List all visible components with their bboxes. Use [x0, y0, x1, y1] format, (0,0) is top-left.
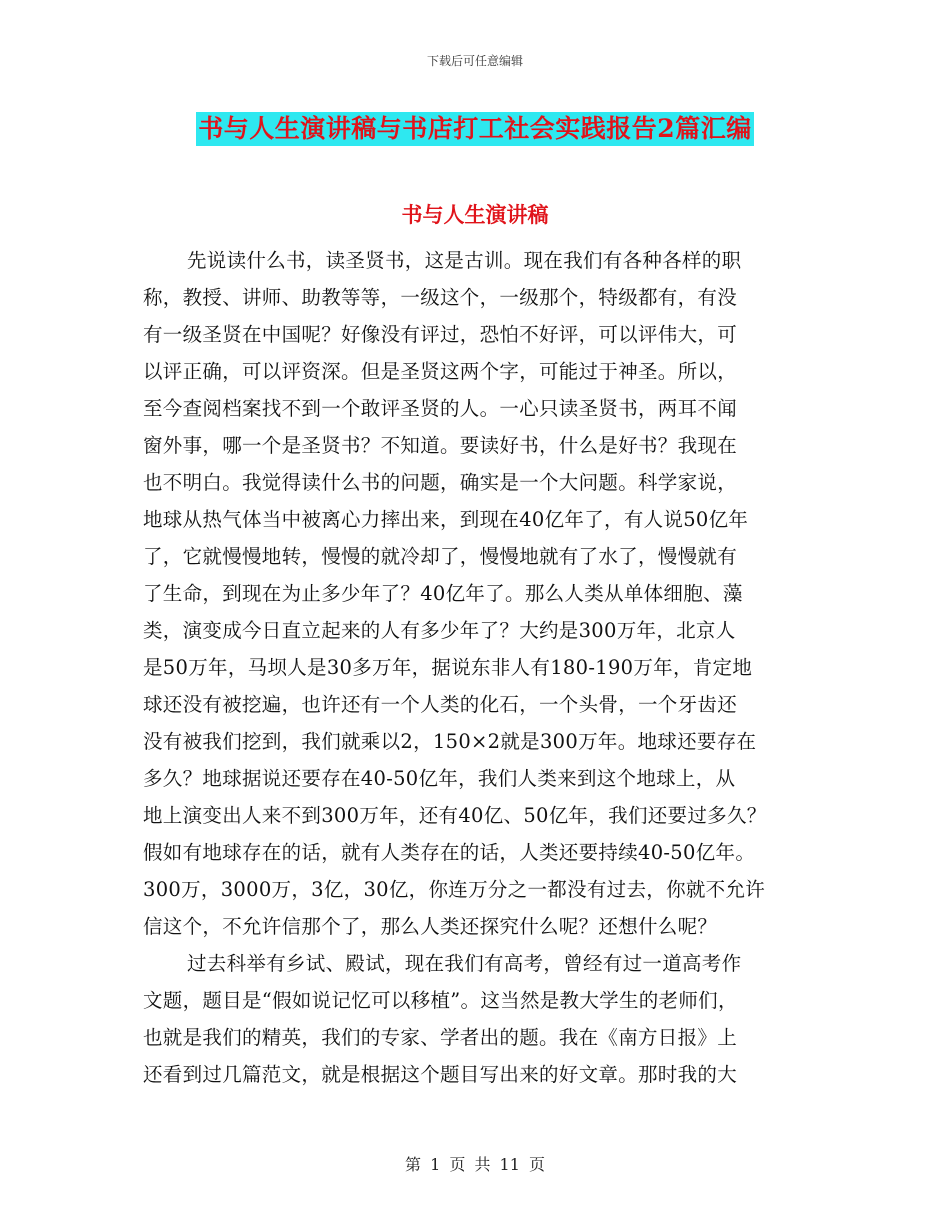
paragraph-line: 多久？地球据说还要存在40-50亿年，我们人类来到这个地球上，从: [143, 767, 736, 790]
paragraph-line: 是50万年，马坝人是30多万年，据说东非人有180-190万年，肯定地: [143, 656, 753, 679]
paragraph-line: 窗外事，哪一个是圣贤书？不知道。要读好书，什么是好书？我现在: [143, 434, 738, 457]
paragraph-line: 以评正确，可以评资深。但是圣贤这两个字，可能过于神圣。所以，: [143, 360, 738, 383]
paragraph-line: 信这个，不允许信那个了，那么人类还探究什么呢？还想什么呢？: [143, 915, 718, 938]
paragraph-line: 也不明白。我觉得读什么书的问题，确实是一个大问题。科学家说，: [143, 471, 738, 494]
document-title-text: 书与人生演讲稿与书店打工社会实践报告2篇汇编: [196, 112, 753, 146]
paragraph-line: 球还没有被挖遍，也许还有一个人类的化石，一个头骨，一个牙齿还: [143, 693, 738, 716]
paragraph-line: 类，演变成今日直立起来的人有多少年了？大约是300万年，北京人: [143, 619, 736, 642]
paragraph-line: 300万，3000万，3亿，30亿，你连万分之一都没有过去，你就不允许: [143, 878, 766, 901]
paragraph-line: 了生命，到现在为止多少年了？40亿年了。那么人类从单体细胞、藻: [143, 582, 743, 605]
paragraph-line: 至今查阅档案找不到一个敢评圣贤的人。一心只读圣贤书，两耳不闻: [143, 397, 738, 420]
paragraph-line: 假如有地球存在的话，就有人类存在的话，人类还要持续40-50亿年。: [143, 841, 756, 864]
paragraph-line: 地上演变出人来不到300万年，还有40亿、50亿年，我们还要过多久？: [143, 804, 767, 827]
paragraph-line: 也就是我们的精英，我们的专家、学者出的题。我在《南方日报》上: [143, 1026, 738, 1049]
paragraph-line: 文题，题目是“假如说记忆可以移植”。这当然是教大学生的老师们，: [143, 989, 738, 1012]
paragraph-line: 还看到过几篇范文，就是根据这个题目写出来的好文章。那时我的大: [143, 1063, 738, 1086]
body-text: [143, 242, 823, 1093]
paragraph-line: 过去科举有乡试、殿试，现在我们有高考，曾经有过一道高考作: [187, 952, 742, 975]
page-header-note: 下载后可任意编辑: [426, 54, 523, 68]
paragraph-line: 称，教授、讲师、助教等等，一级这个，一级那个，特级都有，有没: [143, 286, 738, 309]
paragraph-line: 先说读什么书，读圣贤书，这是古训。现在我们有各种各样的职: [187, 249, 742, 272]
paragraph-line: 地球从热气体当中被离心力摔出来，到现在40亿年了，有人说50亿年: [143, 508, 749, 531]
paragraph-line: 了，它就慢慢地转，慢慢的就冷却了，慢慢地就有了水了，慢慢就有: [143, 545, 738, 568]
paragraph-line: 有一级圣贤在中国呢？好像没有评过，恐怕不好评，可以评伟大，可: [143, 323, 738, 346]
document-title: [0, 112, 950, 146]
page-number-footer: 第 1 页 共 11 页: [405, 1155, 545, 1174]
paragraph-line: 没有被我们挖到，我们就乘以2，150×2就是300万年。地球还要存在: [143, 730, 757, 753]
section-heading: 书与人生演讲稿: [401, 202, 549, 227]
